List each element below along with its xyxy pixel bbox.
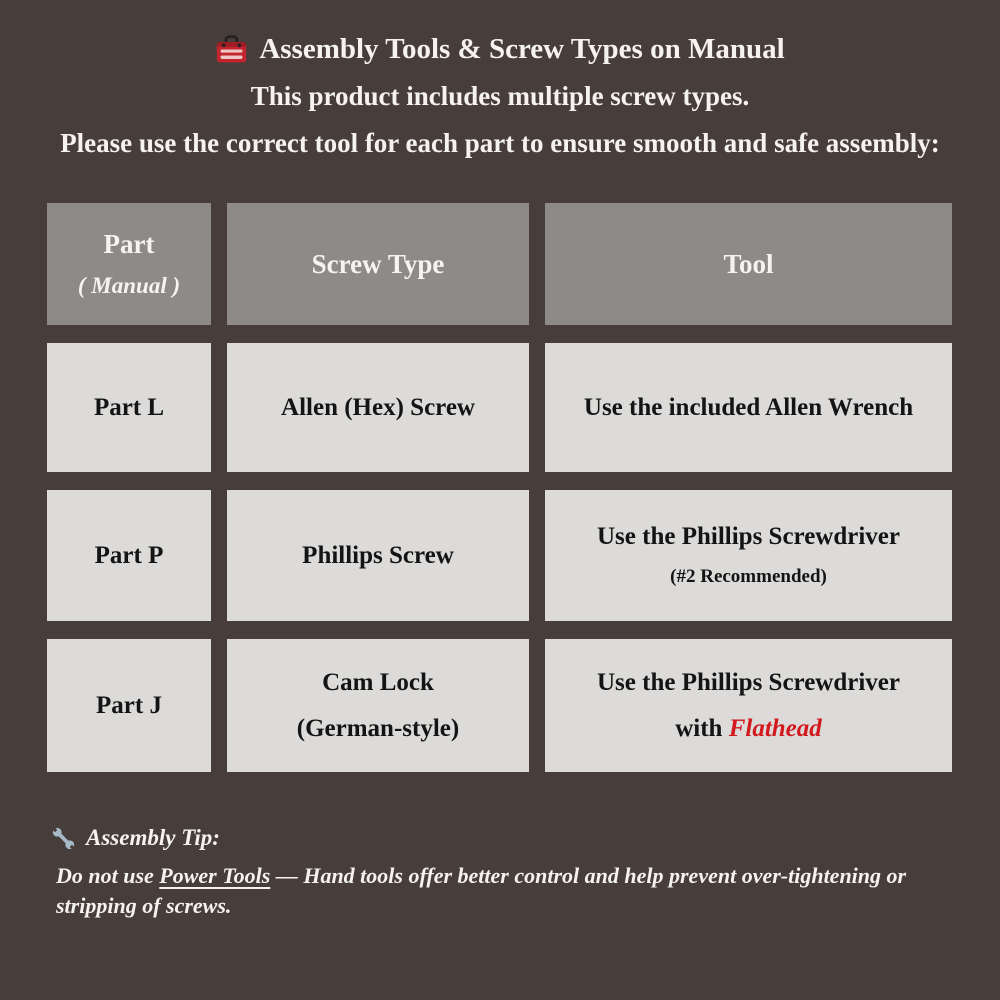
tool-line2-prefix: with [675, 714, 729, 742]
part-label: Part P [94, 541, 164, 569]
subtitle-line-2: Please use the correct tool for each part to ensure smooth and safe assembly: [60, 128, 940, 158]
tool-cell-row2 [545, 490, 952, 621]
assembly-table [47, 203, 952, 772]
tip-body [50, 861, 968, 921]
part-cell-row1 [47, 343, 211, 472]
col-header-part-label: Part [103, 229, 155, 259]
part-label: Part L [93, 393, 165, 421]
col-header-screw-type [227, 203, 529, 325]
tip-text-prefix: Do not use [56, 863, 160, 888]
col-header-tool [545, 203, 952, 325]
screw-type-cell-row2 [227, 490, 529, 621]
toolbox-icon [215, 34, 248, 65]
tip-heading-line [50, 822, 968, 854]
col-header-part [47, 203, 211, 325]
tip-heading: Assembly Tip: [86, 825, 220, 850]
subtitle-line-1: This product includes multiple screw types. [250, 81, 750, 111]
tool-cell-row1 [545, 343, 952, 472]
header-section [0, 26, 1000, 167]
tool-line2-flathead-highlight: Flathead [728, 714, 822, 742]
col-header-tool-label: Tool [723, 248, 774, 279]
part-cell-row2 [47, 490, 211, 621]
tool-label: Use the included Allen Wrench [583, 393, 914, 421]
screw-type-label-line1: Cam Lock [322, 668, 434, 696]
tip-text-line2: stripping of screws. [56, 893, 232, 918]
tip-power-tools-underlined: Power Tools [159, 863, 271, 888]
screw-type-cell-row3 [227, 639, 529, 772]
screw-type-label-line2: (German-style) [296, 714, 460, 742]
screw-type-label: Allen (Hex) Screw [281, 393, 475, 421]
page-title: Assembly Tools & Screw Types on Manual [259, 33, 785, 65]
tool-label: Use the Phillips Screwdriver [597, 523, 900, 550]
screw-type-cell-row1 [227, 343, 529, 472]
part-label: Part J [96, 691, 162, 719]
col-header-screw-type-label: Screw Type [311, 248, 445, 279]
assembly-tip-section [50, 822, 968, 921]
wrench-icon [50, 825, 77, 852]
tool-label-line1: Use the Phillips Screwdriver [597, 668, 900, 696]
page-title-line [0, 26, 1000, 73]
tool-note: (#2 Recommended) [670, 566, 827, 587]
part-cell-row3 [47, 639, 211, 772]
tip-text-suffix: — Hand tools offer better control and help prevent over-tightening or [270, 863, 907, 888]
tool-cell-row3 [545, 639, 952, 772]
tool-label-line2 [675, 715, 822, 743]
col-header-part-sublabel: ( Manual ) [77, 273, 181, 298]
screw-type-label: Phillips Screw [302, 541, 454, 569]
